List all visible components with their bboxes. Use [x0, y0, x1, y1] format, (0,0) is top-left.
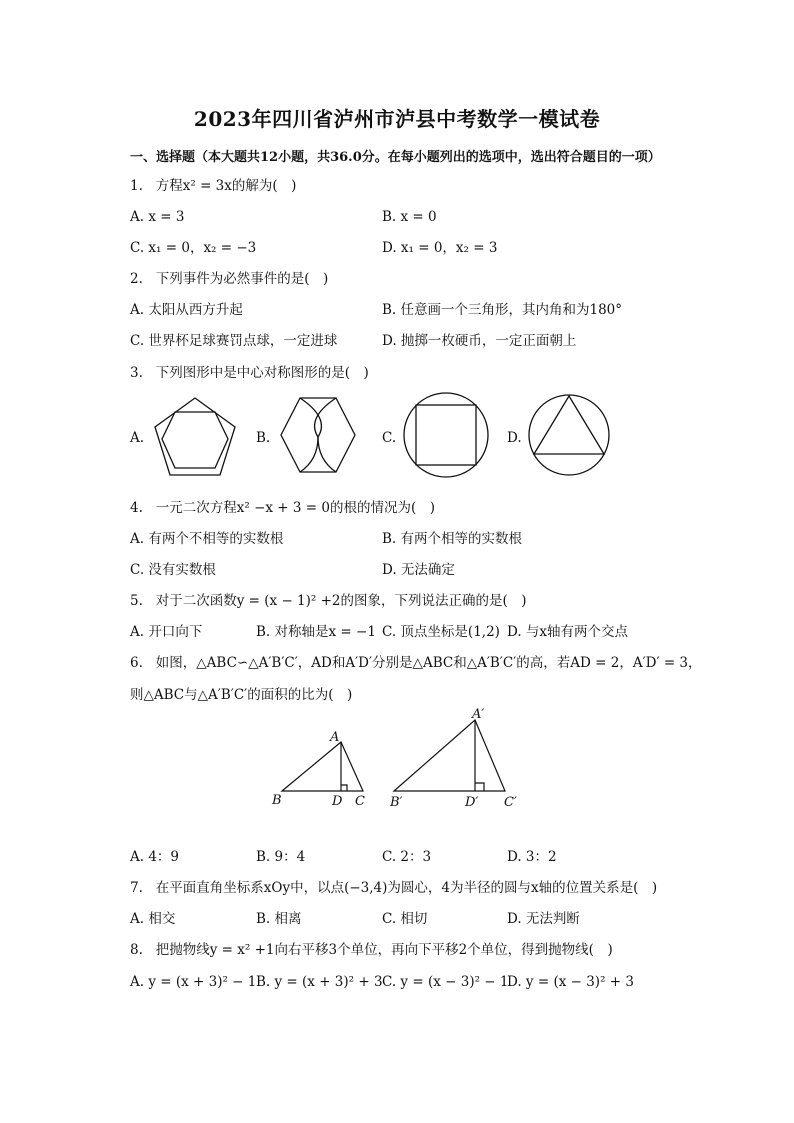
q2-option-b[interactable]: B. 任意画一个三角形，其内角和为180° — [382, 302, 623, 318]
q6-option-d[interactable]: D. 3：2 — [507, 849, 557, 865]
question-4 — [130, 499, 435, 517]
question-number: 4. — [130, 500, 143, 516]
question-stem: 如图，△ABC∽△A′B′C′，AD和A′D′分别是△ABC和△A′B′C′的高，若AD = 2，A′D′ = 3， — [155, 655, 702, 671]
q4-option-a[interactable]: A. 有两个不相等的实数根 — [130, 531, 284, 547]
q2-option-a[interactable]: A. 太阳从西方升起 — [130, 302, 243, 318]
question-6-continued: 则△ABC与△A′B′C′的面积的比为( ) — [130, 687, 353, 703]
q4-option-b[interactable]: B. 有两个相等的实数根 — [382, 531, 523, 547]
question-stem: 方程x² = 3x的解为( ) — [155, 178, 297, 194]
page-title: 2023年四川省泸州市泸县中考数学一模试卷 — [193, 107, 601, 131]
q5-option-d[interactable]: D. 与x轴有两个交点 — [507, 624, 629, 640]
q6-option-a[interactable]: A. 4：9 — [130, 849, 180, 865]
q8-option-a[interactable]: A. y = (x + 3)² − 1 — [130, 974, 257, 990]
q4-option-c[interactable]: C. 没有实数根 — [130, 562, 216, 578]
question-7 — [130, 879, 657, 897]
question-stem: 一元二次方程x² −x + 3 = 0的根的情况为( ) — [155, 500, 436, 516]
label-b: B — [272, 793, 282, 808]
q2-option-d[interactable]: D. 抛掷一枚硬币，一定正面朝上 — [382, 333, 577, 349]
question-3 — [130, 364, 369, 382]
q8-option-b[interactable]: B. y = (x + 3)² + 3 — [256, 974, 383, 990]
question-1 — [130, 177, 296, 195]
q3-option-b[interactable]: B. — [256, 430, 271, 446]
q1-option-b[interactable]: B. x = 0 — [382, 209, 437, 225]
q7-option-d[interactable]: D. 无法判断 — [507, 911, 580, 927]
question-5 — [130, 592, 527, 610]
question-stem: 对于二次函数y = (x − 1)² +2的图象，下列说法正确的是( ) — [155, 593, 527, 609]
q3-figures — [0, 390, 794, 490]
circle-triangle-figure — [529, 395, 609, 475]
label-c-prime: C′ — [504, 795, 517, 810]
label-a: A — [330, 730, 340, 745]
question-6 — [130, 654, 702, 672]
question-number: 7. — [130, 880, 143, 896]
section-heading: 一、选择题（本大题共12小题，共36.0分。在每小题列出的选项中，选出符合题目的一项） — [130, 150, 661, 165]
question-stem: 下列事件为必然事件的是( ) — [155, 271, 329, 287]
question-8 — [130, 941, 613, 959]
q7-option-c[interactable]: C. 相切 — [382, 911, 428, 927]
q6-option-b[interactable]: B. 9：4 — [256, 849, 306, 865]
label-b-prime: B′ — [390, 795, 403, 810]
question-stem: 在平面直角坐标系xOy中，以点(−3,4)为圆心，4为半径的圆与x轴的位置关系是( ) — [155, 880, 658, 896]
q7-option-b[interactable]: B. 相离 — [256, 911, 302, 927]
label-c: C — [355, 794, 365, 809]
q6-option-c[interactable]: C. 2：3 — [382, 849, 432, 865]
q8-option-d[interactable]: D. y = (x − 3)² + 3 — [507, 974, 634, 990]
question-number: 1. — [130, 178, 143, 194]
q5-option-b[interactable]: B. 对称轴是x = −1 — [256, 624, 376, 640]
label-a-prime: A′ — [472, 707, 485, 722]
q5-option-a[interactable]: A. 开口向下 — [130, 624, 203, 640]
q1-option-c[interactable]: C. x₁ = 0，x₂ = −3 — [130, 240, 257, 256]
q3-option-c[interactable]: C. — [382, 430, 397, 446]
q8-option-c[interactable]: C. y = (x − 3)² − 1 — [382, 974, 509, 990]
question-number: 8. — [130, 942, 143, 958]
question-number: 6. — [130, 655, 143, 671]
q1-option-a[interactable]: A. x = 3 — [130, 209, 185, 225]
triangle-abc — [282, 742, 363, 791]
label-d-prime: D′ — [465, 795, 479, 810]
q3-option-d[interactable]: D. — [507, 430, 522, 446]
question-number: 3. — [130, 365, 143, 381]
q6-triangles-figure — [260, 705, 550, 815]
q7-option-a[interactable]: A. 相交 — [130, 911, 176, 927]
question-number: 5. — [130, 593, 143, 609]
question-2 — [130, 270, 328, 288]
circle-square-figure — [404, 393, 488, 477]
pentagon-hexagon-figure — [155, 398, 235, 475]
q1-option-d[interactable]: D. x₁ = 0，x₂ = 3 — [382, 240, 498, 256]
triangle-a-prime — [394, 720, 505, 791]
q5-option-c[interactable]: C. 顶点坐标是(1,2) — [382, 624, 500, 640]
question-number: 2. — [130, 271, 143, 287]
hexagon-arcs-figure — [281, 398, 355, 472]
q3-option-a[interactable]: A. — [130, 430, 145, 446]
label-d: D — [332, 794, 343, 809]
question-stem: 把抛物线y = x² +1向右平移3个单位，再向下平移2个单位，得到抛物线( ) — [155, 942, 613, 958]
question-stem: 下列图形中是中心对称图形的是( ) — [155, 365, 369, 381]
q4-option-d[interactable]: D. 无法确定 — [382, 562, 455, 578]
q2-option-c[interactable]: C. 世界杯足球赛罚点球，一定进球 — [130, 333, 338, 349]
